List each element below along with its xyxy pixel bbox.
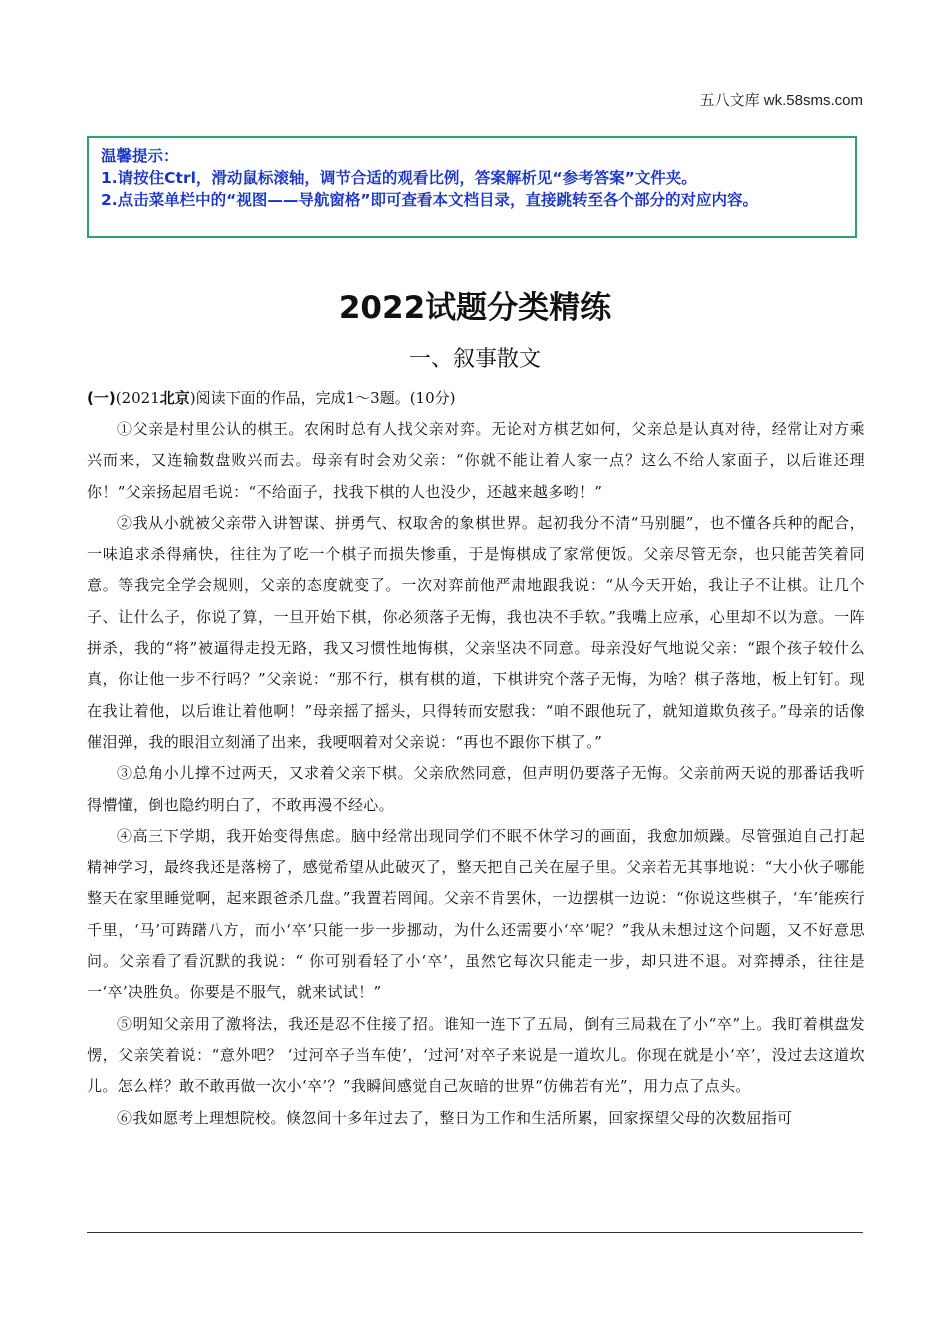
tip-title: 温馨提示： [101,147,179,165]
footer-divider [87,1232,863,1233]
question-instruction: )阅读下面的作品，完成1～3题。(10分) [189,389,456,407]
paragraph: ④高三下学期，我开始变得焦虑。脑中经常出现同学们不眠不休学习的画面，我愈加烦躁。尽管强迫自己打起精神学习，最终我还是落榜了，感觉希望从此破灭了，整天把自己关在屋子里。父亲若无其事地说：“大小伙子哪能整天在家里睡觉啊，起来跟爸杀几盘。”我置若罔闻。父亲不肯罢休，一边摆棋一边说：“你说这些棋子，‘车’能疾行千里，‘马’可踌躇八方，而小‘卒’只能一步一步挪动，为什么还需要小‘卒’呢？”我从未想过这个问题，又不好意思问。父亲看了看沉默的我说：“ 你可别看轻了小‘卒’，虽然它每次只能走一步，却只进不退。对弈搏杀，往往是一‘卒’决胜负。你要是不服气，就来试试！” [87,826,865,1002]
tip-box [87,136,857,238]
question-source-open: (2021 [115,389,160,407]
paragraph: ②我从小就被父亲带入讲智谋、拼勇气、权取舍的象棋世界。起初我分不清“马别腿”，也不懂各兵种的配合，一味追求杀得痛快，往往为了吃一个棋子而损失惨重，于是悔棋成了家常便饭。父亲尽管无奈，也只能苦笑着同意。等我完全学会规则，父亲的态度就变了。一次对弈前他严肃地跟我说：“从今天开始，我让子不让棋。让几个子、让什么子，你说了算，一旦开始下棋，你必须落子无悔，我也决不手软。”我嘴上应承，心里却不以为意。一阵拼杀，我的“将”被逼得走投无路，我又习惯性地悔棋，父亲坚决不同意。母亲没好气地说父亲：“跟个孩子较什么真，你让他一步不行吗？”父亲说：“那不行，棋有棋的道，下棋讲究个落子无悔，为啥？棋子落地，板上钉钉。现在我让着他，以后谁让着他啊！”母亲摇了摇头，只得转而安慰我：“咱不跟他玩了，就知道欺负孩子。”母亲的话像催泪弹，我的眼泪立刻涌了出来，我哽咽着对父亲说：“再也不跟你下棋了。” [87,513,865,751]
paragraph: ⑤明知父亲用了激将法，我还是忍不住接了招。谁知一连下了五局，倒有三局栽在了小“卒”上。我盯着棋盘发愣，父亲笑着说：“意外吧？ ‘过河卒子当车使’，‘过河’对卒子来说是一道坎儿。你现在就是小‘卒’，没过去这道坎儿。怎么样？敢不敢再做一次小‘卒’？”我瞬间感觉自己灰暗的世界“仿佛若有光”，用力点了点头。 [87,1014,865,1096]
section-subtitle: 一、叙事散文 [408,347,541,372]
page-title: 2022试题分类精练 [338,290,612,326]
question-source-place: 北京 [159,389,190,407]
question-intro [87,387,456,408]
tip-line-2: 2.点击菜单栏中的“视图——导航窗格”即可查看本文档目录，直接跳转至各个部分的对应内容。 [101,191,759,209]
tip-line-1: 1.请按住Ctrl，滑动鼠标滚轴，调节合适的观看比例，答案解析见“参考答案”文件夹。 [101,169,697,187]
paragraph: ①父亲是村里公认的棋王。农闲时总有人找父亲对弈。无论对方棋艺如何，父亲总是认真对待，经常让对方乘兴而来，又连输数盘败兴而去。母亲有时会劝父亲：“你就不能让着人家一点？这么不给人家面子，以后谁还理你！”父亲扬起眉毛说：“不给面子，找我下棋的人也没少，还越来越多哟！” [87,420,865,501]
article-body [87,414,865,1134]
site-watermark: 五八文库 wk.58sms.com [699,92,863,109]
paragraph: ③总角小儿撑不过两天，又求着父亲下棋。父亲欣然同意，但声明仍要落子无悔。父亲前两天说的那番话我听得懵懂，倒也隐约明白了，不敢再漫不经心。 [87,764,865,814]
paragraph: ⑥我如愿考上理想院校。倏忽间十多年过去了，整日为工作和生活所累，回家探望父母的次数屈指可 [117,1108,793,1127]
question-number: (一) [87,389,116,407]
